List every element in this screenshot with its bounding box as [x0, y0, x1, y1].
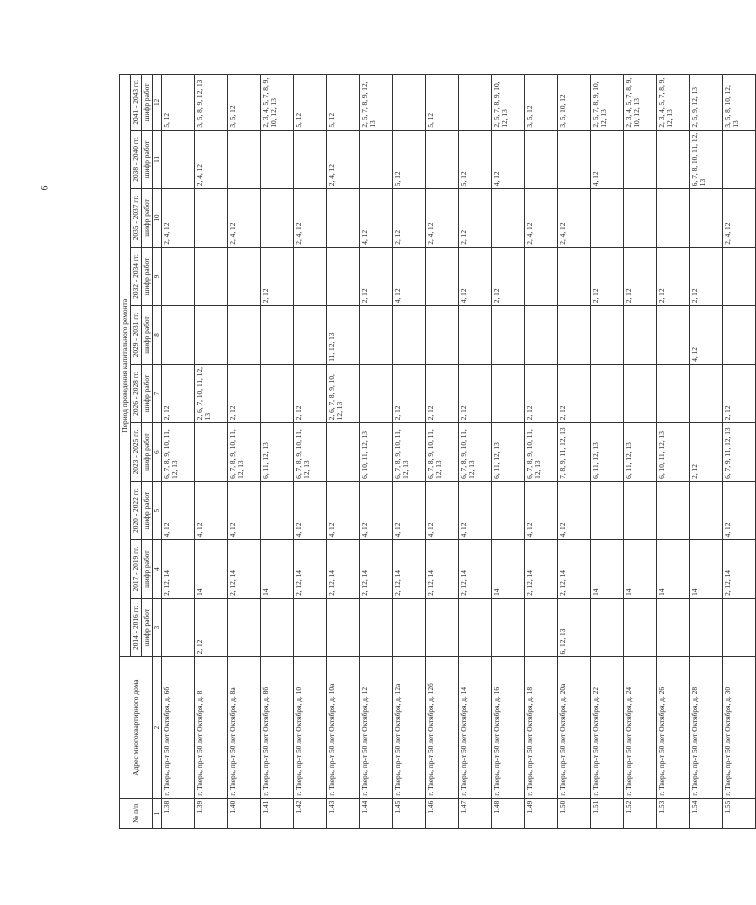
header-work-code: шифр работ: [142, 306, 153, 365]
work-code-cell: 6, 7, 8, 9, 10, 11, 12, 13: [393, 423, 426, 482]
work-code-cell: [459, 598, 492, 657]
work-code-cell: 2, 12: [723, 364, 756, 423]
row-address: г. Тверь, пр-т 50 лет Октября, д. 16: [492, 657, 525, 798]
work-code-cell: [426, 247, 459, 306]
work-code-cell: [558, 247, 591, 306]
work-code-cell: 2, 12, 14: [459, 540, 492, 599]
row-number: 1.48: [492, 798, 525, 828]
work-code-cell: [723, 247, 756, 306]
row-address: г. Тверь, пр-т 50 лет Октября, д. 12б: [426, 657, 459, 798]
work-code-cell: 2, 12: [558, 364, 591, 423]
column-number: 12: [153, 75, 162, 131]
work-code-cell: [723, 130, 756, 189]
work-code-cell: [228, 130, 261, 189]
rotated-page: [119, 74, 740, 829]
work-code-cell: 2, 3, 4, 5, 7, 8, 9, 12, 13: [657, 75, 690, 131]
work-code-cell: [426, 130, 459, 189]
work-code-cell: [657, 189, 690, 248]
work-code-cell: 6, 10, 11, 12, 13: [657, 423, 690, 482]
work-code-cell: 2, 12: [591, 247, 624, 306]
row-address: г. Тверь, пр-т 50 лет Октября, д. 18: [525, 657, 558, 798]
header-work-code: шифр работ: [142, 364, 153, 423]
work-code-cell: 5, 12: [426, 75, 459, 131]
work-code-cell: 4, 12: [393, 247, 426, 306]
header-year: 2041 - 2043 гг.: [131, 75, 142, 131]
work-code-cell: 4, 12: [360, 189, 393, 248]
page-number: 6: [39, 185, 50, 191]
work-code-cell: 2, 12: [426, 364, 459, 423]
work-code-cell: [195, 189, 228, 248]
work-code-cell: [426, 598, 459, 657]
work-code-cell: 2, 4, 12: [558, 189, 591, 248]
table-row: [294, 75, 327, 829]
work-code-cell: [525, 247, 558, 306]
work-code-cell: 6, 7, 8, 9, 10, 11, 12, 13: [459, 423, 492, 482]
work-code-cell: 4, 12: [393, 481, 426, 540]
table-row: [657, 75, 690, 829]
work-code-cell: [195, 306, 228, 365]
row-number: 1.47: [459, 798, 492, 828]
work-code-cell: [459, 306, 492, 365]
work-code-cell: 2, 6, 7, 10, 11, 12, 13: [195, 364, 228, 423]
work-code-cell: [162, 247, 195, 306]
work-code-cell: 6, 11, 12, 13: [591, 423, 624, 482]
work-code-cell: 14: [195, 540, 228, 599]
work-code-cell: [657, 130, 690, 189]
column-number: 6: [153, 423, 162, 482]
column-number: 2: [153, 657, 162, 798]
column-number: 8: [153, 306, 162, 365]
column-number: 7: [153, 364, 162, 423]
work-code-cell: [558, 130, 591, 189]
work-code-cell: 6, 11, 12, 13: [261, 423, 294, 482]
work-code-cell: [261, 306, 294, 365]
work-code-cell: 2, 5, 7, 8, 9, 12, 13: [360, 75, 393, 131]
header-year: 2026 - 2028 гг.: [131, 364, 142, 423]
table-row: [393, 75, 426, 829]
work-code-cell: [261, 481, 294, 540]
work-code-cell: 14: [492, 540, 525, 599]
work-code-cell: 2, 12: [624, 247, 657, 306]
work-code-cell: 6, 11, 12, 13: [624, 423, 657, 482]
row-address: г. Тверь, пр-т 50 лет Октября, д. 6б: [162, 657, 195, 798]
header-year: 2029 - 2031 гг.: [131, 306, 142, 365]
work-code-cell: [624, 364, 657, 423]
work-code-cell: 2, 4, 12: [294, 189, 327, 248]
row-number: 1.52: [624, 798, 657, 828]
header-year: 2017 - 2019 гг.: [131, 540, 142, 599]
table-row: [492, 75, 525, 829]
work-code-cell: [624, 598, 657, 657]
header-period: Период проведения капитального ремонта: [120, 75, 131, 657]
work-code-cell: 6, 11, 12, 13: [492, 423, 525, 482]
row-address: г. Тверь, пр-т 50 лет Октября, д. 20а: [558, 657, 591, 798]
work-code-cell: 2, 5, 7, 8, 9, 10, 12, 13: [591, 75, 624, 131]
row-address: г. Тверь, пр-т 50 лет Октября, д. 12а: [393, 657, 426, 798]
work-code-cell: [624, 481, 657, 540]
work-code-cell: [525, 306, 558, 365]
work-code-cell: 2, 12, 14: [294, 540, 327, 599]
work-code-cell: 4, 12: [327, 481, 360, 540]
work-code-cell: 2, 12: [393, 364, 426, 423]
work-code-cell: [690, 481, 723, 540]
work-code-cell: [690, 364, 723, 423]
work-code-cell: 4, 12: [195, 481, 228, 540]
header-year: 2014 - 2016 гг.: [131, 598, 142, 657]
column-number-row: [153, 75, 162, 829]
work-code-cell: [690, 189, 723, 248]
work-code-cell: [360, 364, 393, 423]
work-code-cell: 4, 12: [492, 130, 525, 189]
work-code-cell: 2, 4, 12: [426, 189, 459, 248]
row-address: г. Тверь, пр-т 50 лет Октября, д. 24: [624, 657, 657, 798]
work-code-cell: 5, 12: [162, 75, 195, 131]
work-code-cell: [228, 306, 261, 365]
work-code-cell: 4, 12: [459, 481, 492, 540]
work-code-cell: 2, 12, 14: [360, 540, 393, 599]
work-code-cell: 2, 4, 12: [525, 189, 558, 248]
work-code-cell: 2, 4, 12: [327, 130, 360, 189]
row-number: 1.55: [723, 798, 756, 828]
work-code-cell: 2, 12: [294, 364, 327, 423]
row-address: г. Тверь, пр-т 50 лет Октября, д. 8б: [261, 657, 294, 798]
work-code-cell: 2, 12: [195, 598, 228, 657]
row-address: г. Тверь, пр-т 50 лет Октября, д. 30: [723, 657, 756, 798]
work-code-cell: 14: [261, 540, 294, 599]
work-code-cell: 2, 12: [228, 364, 261, 423]
header-work-code: шифр работ: [142, 540, 153, 599]
work-code-cell: 14: [690, 540, 723, 599]
work-code-cell: 4, 12: [426, 481, 459, 540]
work-code-cell: 5, 12: [393, 130, 426, 189]
work-code-cell: 4, 12: [690, 306, 723, 365]
work-code-cell: 2, 12, 14: [162, 540, 195, 599]
header-work-code: шифр работ: [142, 189, 153, 248]
work-code-cell: 2, 12: [690, 247, 723, 306]
work-code-cell: 4, 12: [459, 247, 492, 306]
work-code-cell: [492, 306, 525, 365]
work-code-cell: 5, 12: [294, 75, 327, 131]
row-number: 1.54: [690, 798, 723, 828]
work-code-cell: 6, 7, 8, 10, 11, 12, 13: [690, 130, 723, 189]
work-code-cell: 2, 12, 14: [558, 540, 591, 599]
work-code-cell: 2, 6, 7, 8, 9, 10, 12, 13: [327, 364, 360, 423]
work-code-cell: 2, 4, 12: [195, 130, 228, 189]
work-code-cell: 6, 7, 8, 9, 10, 11, 12, 13: [294, 423, 327, 482]
work-code-cell: [624, 306, 657, 365]
row-address: г. Тверь, пр-т 50 лет Октября, д. 10: [294, 657, 327, 798]
work-code-cell: 2, 12, 14: [327, 540, 360, 599]
work-code-cell: [624, 189, 657, 248]
work-code-cell: 2, 3, 4, 5, 7, 8, 9, 10, 12, 13: [261, 75, 294, 131]
work-code-cell: [525, 598, 558, 657]
table-row: [624, 75, 657, 829]
header-work-code: шифр работ: [142, 423, 153, 482]
work-code-cell: 3, 5, 8, 10, 12, 13: [723, 75, 756, 131]
work-code-cell: 2, 12, 14: [525, 540, 558, 599]
work-code-cell: 2, 12, 14: [426, 540, 459, 599]
capital-repair-schedule-table: [119, 74, 756, 829]
row-number: 1.53: [657, 798, 690, 828]
work-code-cell: 4, 12: [228, 481, 261, 540]
work-code-cell: 2, 12: [459, 364, 492, 423]
work-code-cell: [591, 481, 624, 540]
header-year: 2023 - 2025 гг.: [131, 423, 142, 482]
work-code-cell: [525, 130, 558, 189]
work-code-cell: 2, 12: [657, 247, 690, 306]
work-code-cell: 5, 12: [327, 75, 360, 131]
row-address: г. Тверь, пр-т 50 лет Октября, д. 14: [459, 657, 492, 798]
work-code-cell: 14: [624, 540, 657, 599]
header-year: 2035 - 2037 гг.: [131, 189, 142, 248]
table-row: [228, 75, 261, 829]
row-number: 1.44: [360, 798, 393, 828]
work-code-cell: [492, 481, 525, 540]
row-address: г. Тверь, пр-т 50 лет Октября, д. 8а: [228, 657, 261, 798]
header-work-code: шифр работ: [142, 247, 153, 306]
column-number: 11: [153, 130, 162, 189]
work-code-cell: 2, 12: [525, 364, 558, 423]
work-code-cell: 2, 12: [492, 247, 525, 306]
table-row: [690, 75, 723, 829]
work-code-cell: 2, 4, 12: [162, 189, 195, 248]
work-code-cell: [327, 423, 360, 482]
work-code-cell: 4, 12: [360, 481, 393, 540]
row-number: 1.40: [228, 798, 261, 828]
work-code-cell: [393, 598, 426, 657]
row-address: г. Тверь, пр-т 50 лет Октября, д. 8: [195, 657, 228, 798]
row-number: 1.39: [195, 798, 228, 828]
work-code-cell: [360, 598, 393, 657]
work-code-cell: [261, 130, 294, 189]
work-code-cell: [657, 598, 690, 657]
row-number: 1.38: [162, 798, 195, 828]
work-code-cell: [327, 598, 360, 657]
work-code-cell: [459, 75, 492, 131]
work-code-cell: [294, 247, 327, 306]
header-year: 2020 - 2022 гг.: [131, 481, 142, 540]
table-row: [558, 75, 591, 829]
work-code-cell: [591, 189, 624, 248]
work-code-cell: 2, 12: [360, 247, 393, 306]
work-code-cell: 14: [591, 540, 624, 599]
header-work-code: шифр работ: [142, 481, 153, 540]
work-code-cell: 2, 5, 9, 12, 13: [690, 75, 723, 131]
header-year: 2038 - 2040 гг.: [131, 130, 142, 189]
work-code-cell: [657, 481, 690, 540]
table-row: [591, 75, 624, 829]
work-code-cell: [294, 306, 327, 365]
work-code-cell: [294, 130, 327, 189]
header-work-code: шифр работ: [142, 598, 153, 657]
work-code-cell: [261, 364, 294, 423]
work-code-cell: [591, 364, 624, 423]
column-number: 5: [153, 481, 162, 540]
header-year: 2032 - 2034 гг.: [131, 247, 142, 306]
work-code-cell: 2, 12: [459, 189, 492, 248]
table-row: [261, 75, 294, 829]
table-row: [327, 75, 360, 829]
row-number: 1.49: [525, 798, 558, 828]
table-row: [360, 75, 393, 829]
work-code-cell: [624, 130, 657, 189]
table-row: [525, 75, 558, 829]
work-code-cell: 3, 5, 12: [228, 75, 261, 131]
work-code-cell: [195, 247, 228, 306]
row-address: г. Тверь, пр-т 50 лет Октября, д. 10а: [327, 657, 360, 798]
table-row: [459, 75, 492, 829]
row-number: 1.46: [426, 798, 459, 828]
work-code-cell: 6, 7, 8, 9, 10, 11, 12, 13: [162, 423, 195, 482]
work-code-cell: 3, 5, 8, 9, 12, 13: [195, 75, 228, 131]
work-code-cell: 14: [657, 540, 690, 599]
work-code-cell: 2, 12: [393, 189, 426, 248]
work-code-cell: [327, 247, 360, 306]
row-number: 1.51: [591, 798, 624, 828]
work-code-cell: 2, 12: [261, 247, 294, 306]
work-code-cell: 6, 12, 13: [558, 598, 591, 657]
row-address: г. Тверь, пр-т 50 лет Октября, д. 26: [657, 657, 690, 798]
work-code-cell: 4, 12: [591, 130, 624, 189]
work-code-cell: 4, 12: [294, 481, 327, 540]
work-code-cell: 4, 12: [162, 481, 195, 540]
header-address: Адрес многоквартирного дома: [120, 657, 153, 798]
work-code-cell: [492, 598, 525, 657]
header-work-code: шифр работ: [142, 130, 153, 189]
work-code-cell: 11, 12, 13: [327, 306, 360, 365]
work-code-cell: 4, 12: [558, 481, 591, 540]
row-address: г. Тверь, пр-т 50 лет Октября, д. 28: [690, 657, 723, 798]
work-code-cell: 2, 12, 14: [228, 540, 261, 599]
column-number: 10: [153, 189, 162, 248]
work-code-cell: [360, 306, 393, 365]
table-row: [723, 75, 756, 829]
work-code-cell: 2, 3, 4, 5, 7, 8, 9, 10, 12, 13: [624, 75, 657, 131]
table-row: [426, 75, 459, 829]
row-number: 1.41: [261, 798, 294, 828]
work-code-cell: [261, 189, 294, 248]
row-number: 1.45: [393, 798, 426, 828]
work-code-cell: [228, 598, 261, 657]
work-code-cell: 5, 12: [459, 130, 492, 189]
work-code-cell: [162, 598, 195, 657]
work-code-cell: 4, 12: [723, 481, 756, 540]
table-row: [195, 75, 228, 829]
work-code-cell: [591, 306, 624, 365]
column-number: 1: [153, 798, 162, 828]
work-code-cell: 4, 12: [525, 481, 558, 540]
work-code-cell: 7, 8, 9, 11, 12, 13: [558, 423, 591, 482]
work-code-cell: [360, 130, 393, 189]
work-code-cell: 6, 7, 9, 11, 12, 13: [723, 423, 756, 482]
header-work-code: шифр работ: [142, 75, 153, 131]
work-code-cell: [393, 306, 426, 365]
column-number: 3: [153, 598, 162, 657]
column-number: 4: [153, 540, 162, 599]
work-code-cell: [657, 306, 690, 365]
work-code-cell: 6, 7, 8, 9, 10, 11, 12, 13: [228, 423, 261, 482]
work-code-cell: [723, 598, 756, 657]
header-num: № п/п: [120, 798, 153, 828]
work-code-cell: [162, 306, 195, 365]
work-code-cell: 6, 7, 8, 9, 10, 11, 12, 13: [525, 423, 558, 482]
work-code-cell: 3, 5, 10, 12: [558, 75, 591, 131]
work-code-cell: [591, 598, 624, 657]
work-code-cell: [492, 364, 525, 423]
work-code-cell: [228, 247, 261, 306]
work-code-cell: 2, 4, 12: [228, 189, 261, 248]
work-code-cell: 2, 12, 14: [723, 540, 756, 599]
work-code-cell: [426, 306, 459, 365]
work-code-cell: 6, 7, 8, 9, 10, 11, 12, 13: [426, 423, 459, 482]
row-number: 1.50: [558, 798, 591, 828]
work-code-cell: 2, 4, 12: [723, 189, 756, 248]
row-address: г. Тверь, пр-т 50 лет Октября, д. 22: [591, 657, 624, 798]
work-code-cell: [492, 189, 525, 248]
row-number: 1.42: [294, 798, 327, 828]
row-address: г. Тверь, пр-т 50 лет Октября, д. 12: [360, 657, 393, 798]
work-code-cell: [393, 75, 426, 131]
work-code-cell: 6, 10, 11, 12, 13: [360, 423, 393, 482]
work-code-cell: [195, 423, 228, 482]
work-code-cell: [294, 598, 327, 657]
work-code-cell: 2, 12: [162, 364, 195, 423]
table-row: [162, 75, 195, 829]
column-number: 9: [153, 247, 162, 306]
work-code-cell: 3, 5, 12: [525, 75, 558, 131]
work-code-cell: [327, 189, 360, 248]
work-code-cell: [723, 306, 756, 365]
work-code-cell: [162, 130, 195, 189]
work-code-cell: [690, 598, 723, 657]
work-code-cell: 2, 12, 14: [393, 540, 426, 599]
table-header: [120, 75, 162, 829]
work-code-cell: [657, 364, 690, 423]
work-code-cell: 2, 5, 7, 8, 9, 10, 12, 13: [492, 75, 525, 131]
work-code-cell: [261, 598, 294, 657]
table-body: [162, 75, 756, 829]
work-code-cell: 2, 12: [690, 423, 723, 482]
row-number: 1.43: [327, 798, 360, 828]
work-code-cell: [558, 306, 591, 365]
